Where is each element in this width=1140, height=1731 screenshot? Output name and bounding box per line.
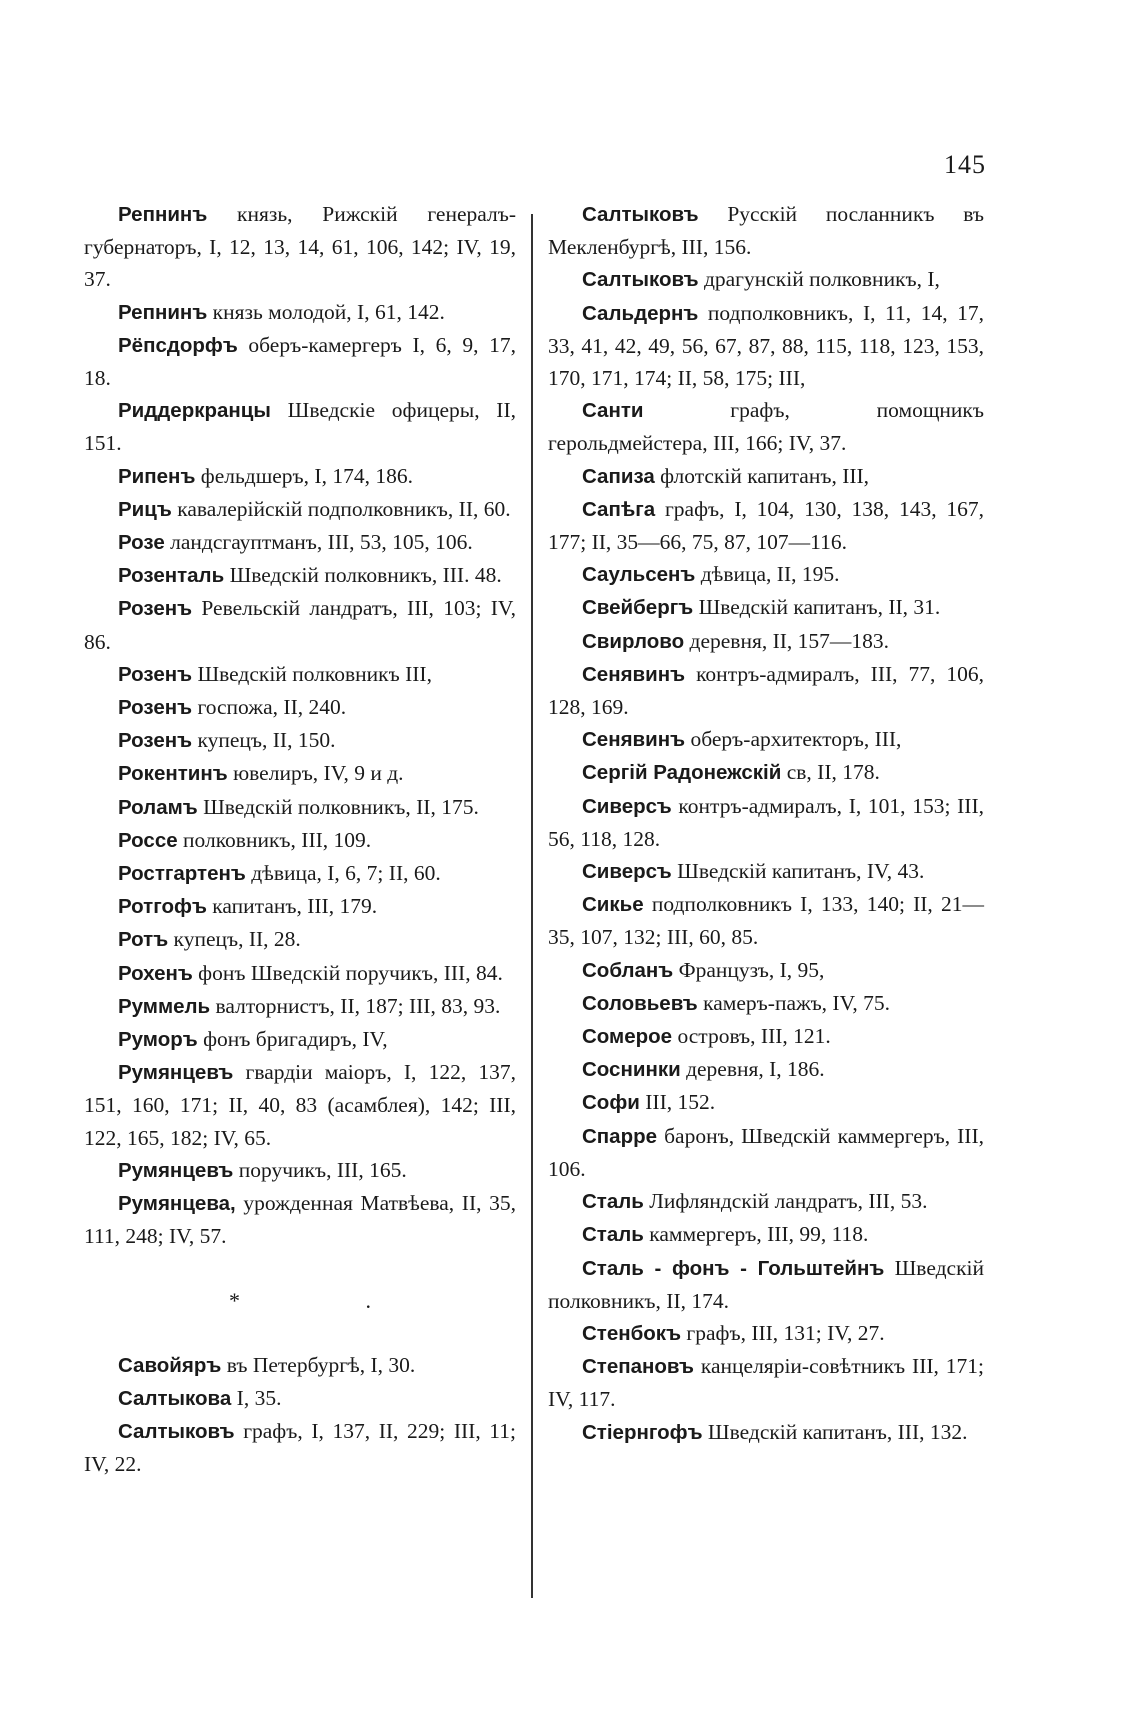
entry-text: оберъ-архитекторъ, III, — [685, 727, 902, 752]
entry-heading: Саульсенъ — [582, 563, 696, 587]
entry-heading: Сиверсъ — [582, 794, 672, 818]
entry-text: дѣвица, II, 195. — [695, 562, 840, 587]
entry-heading: Ротъ — [118, 928, 169, 952]
index-entry — [84, 791, 516, 824]
index-entry — [548, 1317, 984, 1350]
index-entry — [548, 723, 984, 756]
index-entry — [84, 990, 516, 1023]
index-entry — [548, 1185, 984, 1218]
index-entry — [548, 394, 984, 459]
entry-heading: Розе — [118, 531, 165, 555]
entry-text: баронъ, Шведскій каммергеръ, III, 106. — [548, 1123, 984, 1181]
index-entry — [548, 1020, 984, 1053]
entry-heading: Стіернгофъ — [582, 1420, 703, 1444]
entry-heading: Салтыковъ — [582, 268, 699, 292]
right-column — [548, 198, 984, 1449]
entry-text: купецъ, II, 150. — [192, 728, 336, 753]
index-entry — [548, 493, 984, 558]
index-entry — [548, 591, 984, 624]
entry-heading: Свирлово — [582, 629, 685, 653]
index-entry — [548, 1416, 984, 1449]
entry-text: подполковникъ, I, 11, 14, 17, 33, 41, 42, 49, 56, 67, 87, 88, 115, 118, 123, 153, 170, 171, 174; II, 58, 175; III, — [548, 300, 984, 391]
entry-text: фельдшеръ, I, 174, 186. — [195, 463, 413, 488]
entry-heading: Стенбокъ — [582, 1321, 682, 1345]
index-entry — [84, 1056, 516, 1154]
entry-text: фонъ бригадиръ, IV, — [197, 1027, 388, 1052]
index-entry — [548, 625, 984, 658]
entry-heading: Сталь - фонъ - Гольштейнъ — [582, 1256, 885, 1280]
index-entry — [548, 888, 984, 953]
entry-text: I, 35. — [231, 1385, 282, 1410]
index-entry — [84, 1154, 516, 1187]
index-entry — [84, 493, 516, 526]
index-entry — [84, 526, 516, 559]
entry-text: Шведскій капитанъ, IV, 43. — [671, 859, 925, 884]
entry-text: валторнистъ, II, 187; III, 83, 93. — [210, 993, 501, 1018]
entry-text: полковникъ, III, 109. — [177, 827, 372, 852]
entry-heading: Розенталь — [118, 564, 225, 588]
entry-heading: Собланъ — [582, 958, 674, 982]
entry-heading: Роламъ — [118, 795, 198, 819]
entry-text: Шведскіе офицеры, II, 151. — [84, 398, 516, 456]
entry-heading: Салтыкова — [118, 1386, 232, 1410]
entry-heading: Репнинъ — [118, 203, 208, 226]
entry-text: фонъ Шведскій поручикъ, III, 84. — [192, 960, 503, 985]
entry-heading: Руммель — [118, 994, 211, 1018]
index-entry — [548, 1252, 984, 1317]
page-number: 145 — [944, 150, 986, 179]
entry-heading: Сергій Радонежскій — [582, 761, 782, 785]
entry-heading: Степановъ — [582, 1355, 694, 1379]
entry-heading: Руморъ — [118, 1028, 198, 1052]
entry-heading: Сенявинъ — [582, 662, 686, 686]
index-entry — [84, 957, 516, 990]
index-entry — [548, 987, 984, 1020]
entry-heading: Свейбергъ — [582, 596, 694, 620]
entry-heading: Румянцевъ — [118, 1158, 234, 1182]
entry-heading: Сталь — [582, 1223, 644, 1247]
index-entry — [548, 297, 984, 395]
entry-text: Ревельскій ландратъ, III, 103; IV, 86. — [84, 596, 516, 654]
entry-text: урожденная Матвѣева, II, 35, 111, 248; IV, 57. — [84, 1191, 516, 1249]
entry-text: каммергеръ, III, 99, 118. — [643, 1222, 869, 1247]
entry-text: графъ, I, 137, II, 229; III, 11; IV, 22. — [84, 1418, 516, 1477]
entry-text: св, II, 178. — [781, 760, 880, 785]
index-entry — [84, 198, 516, 296]
entry-heading: Сикье — [582, 893, 644, 917]
index-entry — [84, 1023, 516, 1056]
index-entry — [548, 460, 984, 493]
entry-text: деревня, I, 186. — [680, 1057, 825, 1082]
entry-text: Русскій посланникъ въ Мекленбургѣ, III, 156. — [548, 202, 984, 260]
entry-heading: Спарре — [582, 1124, 658, 1148]
entry-heading: Розенъ — [118, 729, 193, 753]
index-entry — [84, 1415, 516, 1480]
index-entry — [84, 329, 516, 394]
entry-text: графъ, помощникъ герольдмейстера, III, 166; IV, 37. — [548, 398, 984, 456]
index-entry — [84, 394, 516, 459]
entry-heading: Рёпсдорфъ — [118, 333, 238, 357]
entry-text: графъ, I, 104, 130, 138, 143, 167, 177; II, 35—66, 75, 87, 107—116. — [548, 496, 984, 555]
entry-text: гвардіи маіоръ, I, 122, 137, 151, 160, 171; II, 40, 83 (асамблея), 142; III, 122, 165, 182; IV, 65. — [84, 1060, 516, 1150]
entry-heading: Сенявинъ — [582, 728, 686, 752]
entry-text: подполковникъ I, 133, 140; II, 21—35, 107, 132; III, 60, 85. — [548, 892, 984, 950]
entry-text: дѣвица, I, 6, 7; II, 60. — [245, 861, 441, 886]
entry-text: графъ, III, 131; IV, 27. — [681, 1320, 885, 1345]
entry-heading: Розенъ — [118, 662, 193, 686]
entry-text: оберъ-камергеръ I, 6, 9, 17, 18. — [84, 332, 516, 391]
entry-text: III, 152. — [639, 1090, 716, 1115]
entry-text: въ Петербургѣ, I, 30. — [221, 1352, 416, 1377]
entry-heading: Репнинъ — [118, 300, 208, 324]
index-entry — [84, 923, 516, 956]
index-entry — [84, 1382, 516, 1415]
entry-heading: Ростгартенъ — [118, 862, 246, 886]
index-entry — [84, 559, 516, 592]
entry-heading: Ротгофъ — [118, 895, 207, 919]
entry-text: кавалерійскій подполковникъ, II, 60. — [171, 496, 511, 521]
entry-heading: Софи — [582, 1091, 640, 1115]
entry-heading: Сапиза — [582, 464, 655, 488]
left-column — [84, 198, 516, 1480]
entry-heading: Сальдернъ — [582, 301, 699, 325]
entry-text: купецъ, II, 28. — [168, 927, 301, 952]
entry-heading: Рипенъ — [118, 464, 196, 488]
entry-text: контръ-адмиралъ, III, 77, 106, 128, 169. — [548, 661, 984, 720]
index-entry — [548, 558, 984, 591]
entry-text: ювелиръ, IV, 9 и д. — [227, 761, 404, 786]
entry-heading: Румянцева, — [118, 1192, 236, 1216]
entry-text: ландсгауптманъ, III, 53, 105, 106. — [164, 530, 473, 555]
entry-heading: Соснинки — [582, 1058, 681, 1082]
entry-text: контръ-адмиралъ, I, 101, 153; III, 56, 118, 128. — [548, 793, 984, 851]
entry-text: Лифляндскій ландратъ, III, 53. — [643, 1189, 928, 1214]
entry-text: князь молодой, I, 61, 142. — [207, 299, 445, 324]
index-entry — [548, 263, 984, 296]
entry-text: Шведскій полковникъ III, — [192, 661, 432, 686]
entry-text: Французъ, I, 95, — [673, 957, 825, 982]
column-divider — [531, 214, 533, 1598]
entry-text: Шведскій полковникъ, III. 48. — [224, 563, 502, 588]
index-entry — [84, 1349, 516, 1382]
entry-heading: Сапѣга — [582, 497, 656, 521]
index-entry — [84, 460, 516, 493]
index-entry — [84, 658, 516, 691]
entry-heading: Салтыковъ — [118, 1419, 235, 1443]
entry-heading: Сталь — [582, 1190, 644, 1214]
entry-text: Шведскій капитанъ, II, 31. — [693, 595, 941, 620]
entry-heading: Румянцевъ — [118, 1061, 234, 1085]
index-entry — [548, 855, 984, 888]
index-entry — [548, 1350, 984, 1415]
entry-heading: Соловьевъ — [582, 991, 698, 1015]
entry-heading: Россе — [118, 828, 178, 852]
entry-text: Шведскій полковникъ, II, 175. — [197, 794, 479, 819]
entry-heading: Санти — [582, 399, 644, 423]
index-entry — [84, 890, 516, 923]
index-entry — [548, 198, 984, 263]
index-entry — [548, 1053, 984, 1086]
entry-text: камеръ-пажъ, IV, 75. — [697, 990, 890, 1015]
entry-heading: Савойяръ — [118, 1353, 222, 1377]
entry-heading: Рохенъ — [118, 961, 193, 985]
entry-text: деревня, II, 157—183. — [684, 628, 890, 653]
entry-text: князь, Рижскій генералъ-губернаторъ, I, 12, 13, 14, 61, 106, 142; IV, 19, 37. — [84, 202, 516, 292]
index-entry — [548, 756, 984, 789]
index-entry — [84, 857, 516, 890]
index-entry — [548, 1120, 984, 1185]
entry-heading: Сомерое — [582, 1025, 673, 1049]
section-separator: * . — [229, 1287, 431, 1313]
index-entry — [84, 691, 516, 724]
entry-heading: Рицъ — [118, 497, 172, 521]
index-entry — [84, 757, 516, 790]
index-entry — [84, 1187, 516, 1252]
index-entry — [84, 592, 516, 657]
index-entry — [548, 954, 984, 987]
entry-heading: Розенъ — [118, 696, 193, 720]
entry-heading: Салтыковъ — [582, 203, 699, 226]
entry-text: флотскій капитанъ, III, — [654, 463, 870, 488]
index-entry — [548, 1086, 984, 1119]
index-entry — [548, 790, 984, 855]
entry-text: островъ, III, 121. — [672, 1024, 831, 1049]
entry-heading: Риддеркранцы — [118, 399, 271, 423]
index-entry — [84, 296, 516, 329]
index-entry — [84, 824, 516, 857]
entry-heading: Сиверсъ — [582, 860, 672, 884]
entry-text: Шведскій полковникъ, II, 174. — [548, 1255, 984, 1313]
entry-text: Шведскій капитанъ, III, 132. — [702, 1419, 968, 1444]
entry-heading: Рокентинъ — [118, 762, 228, 786]
index-entry — [548, 1218, 984, 1251]
entry-text: канцеляріи-совѣтникъ III, 171; IV, 117. — [548, 1354, 984, 1412]
index-entry — [84, 724, 516, 757]
entry-text: капитанъ, III, 179. — [206, 894, 378, 919]
entry-text: драгунскій полковникъ, I, — [698, 267, 940, 292]
index-entry — [548, 658, 984, 723]
entry-text: госпожа, II, 240. — [192, 695, 347, 720]
entry-heading: Розенъ — [118, 597, 193, 621]
entry-text: поручикъ, III, 165. — [233, 1157, 407, 1182]
